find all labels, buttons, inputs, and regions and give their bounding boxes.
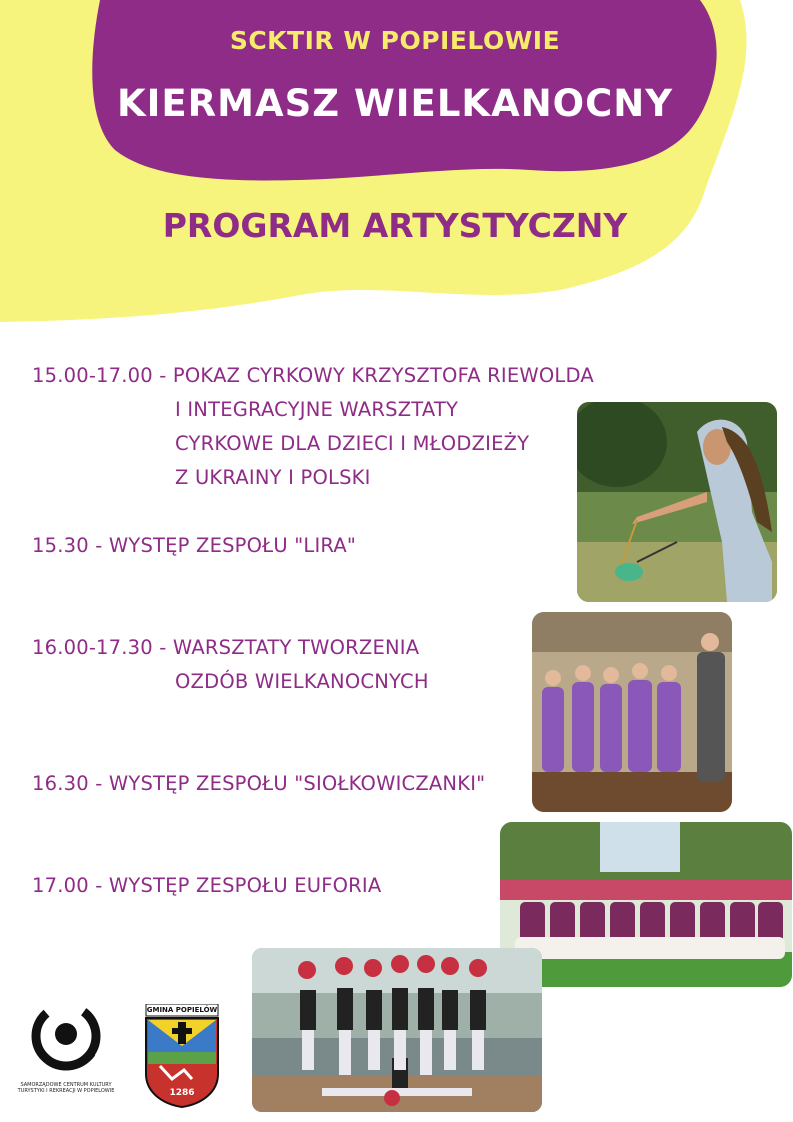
program-heading: PROGRAM ARTYSTYCZNY [162,206,628,245]
photo-folk-group-siolkowiczanki [500,822,792,987]
event-title: KIERMASZ WIELKANOCNY [116,82,674,125]
cultural-center-logo-icon [26,998,106,1078]
photo-cheerleaders-euforia [252,948,542,1112]
photo-choir-lira [532,612,732,812]
schedule-item-5: 17.00 - WYSTĘP ZESPOŁU EUFORIA [32,874,382,897]
schedule-item-1-line-2: I INTEGRACYJNE WARSZTATY [175,398,459,421]
schedule-item-1-line-1: 15.00-17.00 - POKAZ CYRKOWY KRZYSZTOFA RIEWOLDA [32,364,594,387]
gmina-name: GMINA POPIELÓW [146,1006,218,1014]
schedule-item-1-line-4: Z UKRAINY I POLSKI [175,466,371,489]
cultural-center-logo-text: SAMORZĄDOWE CENTRUM KULTURY TURYSTYKI I REKREACJI W POPIELOWIE [17,1082,115,1094]
schedule-item-4: 16.30 - WYSTĘP ZESPOŁU "SIOŁKOWICZANKI" [32,772,486,795]
schedule-item-2: 15.30 - WYSTĘP ZESPOŁU "LIRA" [32,534,357,557]
schedule-item-3-line-2: OZDÓB WIELKANOCNYCH [175,670,429,693]
photo-circus-performer [577,402,777,602]
schedule-item-1-line-3: CYRKOWE DLA DZIECI I MŁODZIEŻY [175,432,530,455]
gmina-year: 1286 [169,1088,195,1098]
org-title: SCKTIR W POPIELOWIE [229,26,561,55]
schedule-item-3-line-1: 16.00-17.30 - WARSZTATY TWORZENIA [32,636,420,659]
